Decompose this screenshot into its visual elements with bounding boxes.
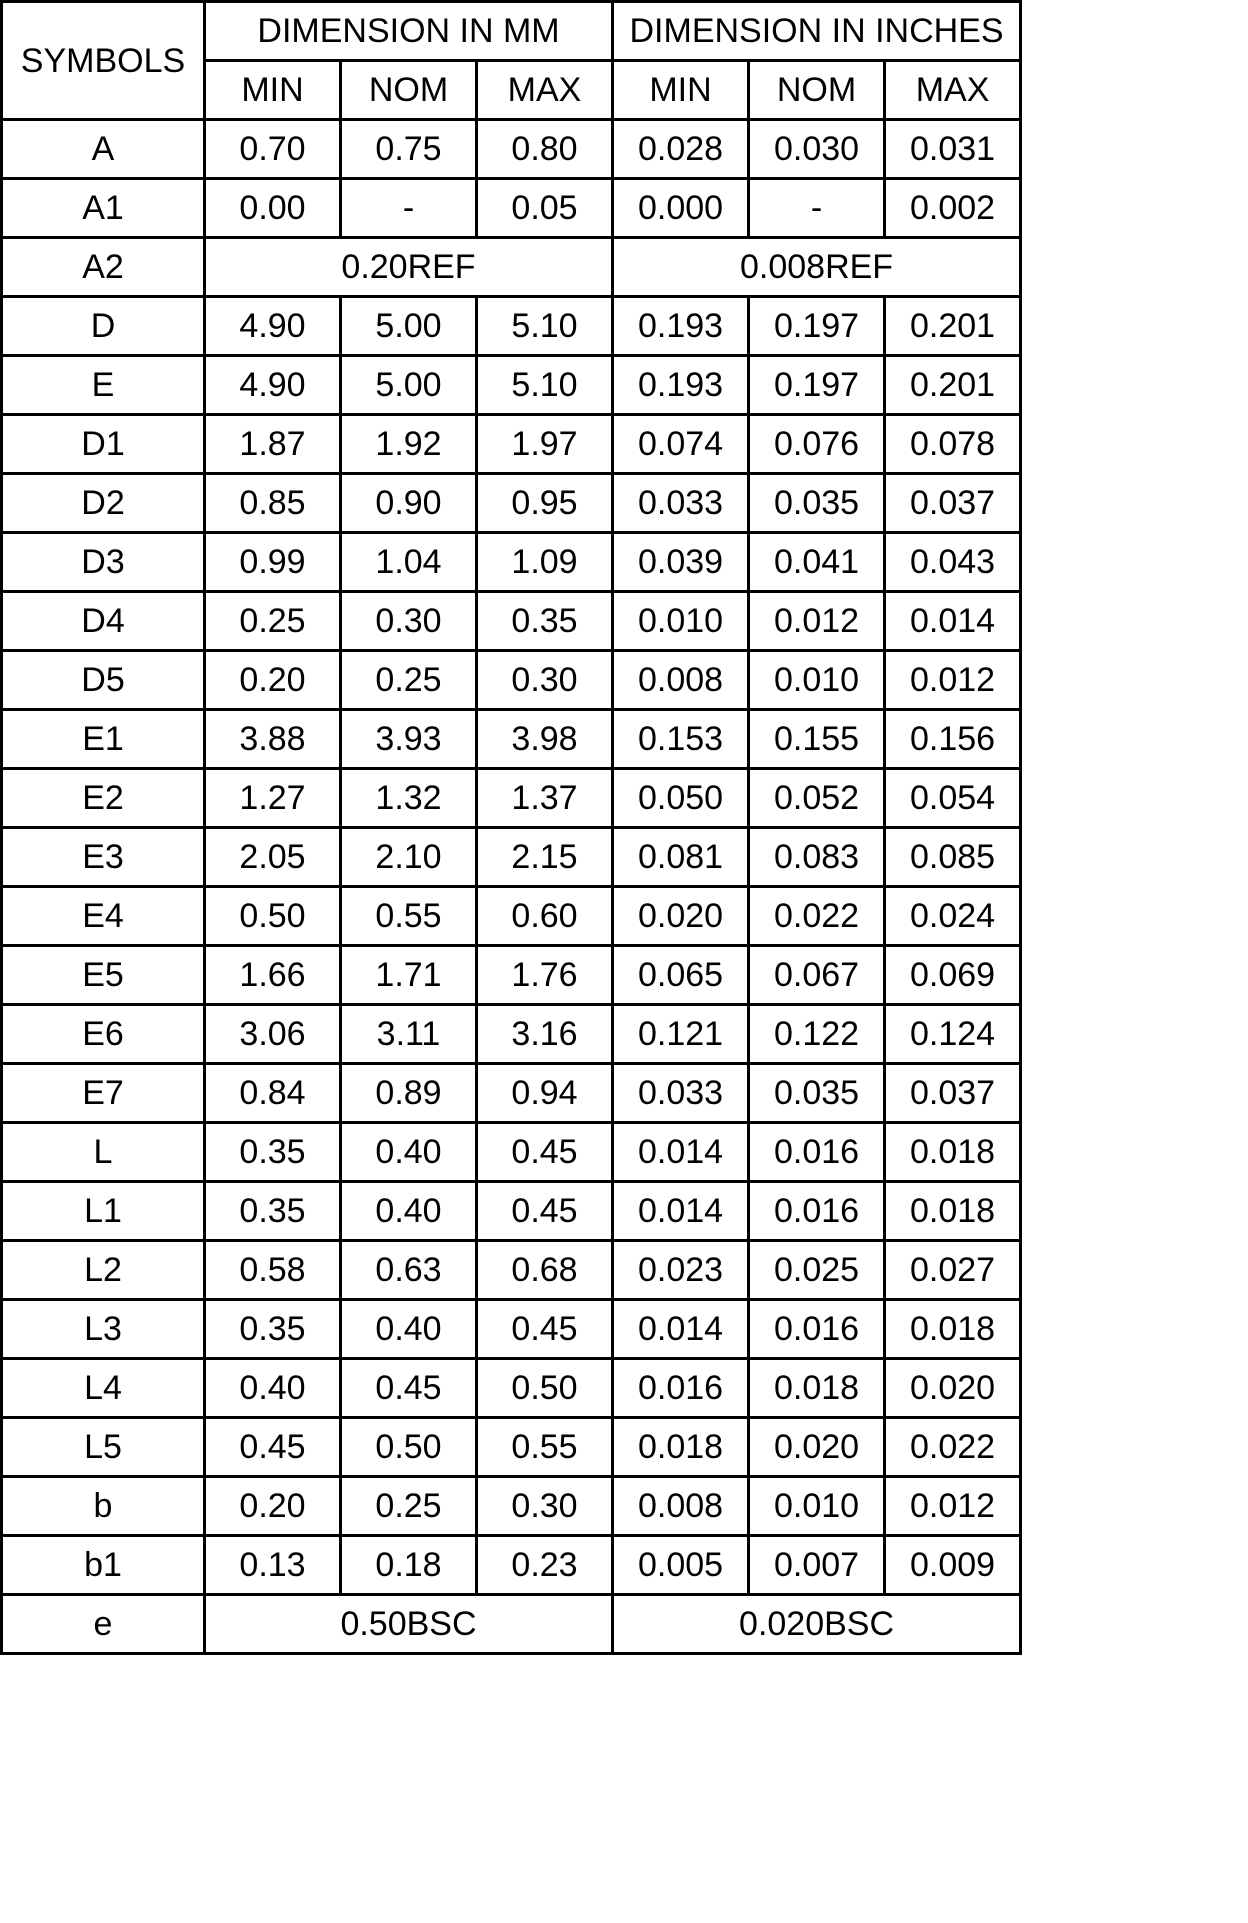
cell-inch-nom: 0.018 [749,1359,885,1418]
cell-mm-max: 0.35 [477,592,613,651]
cell-mm-max: 0.55 [477,1418,613,1477]
cell-mm-nom: 0.18 [341,1536,477,1595]
table-row [2,1359,1021,1418]
table-row [2,238,1021,297]
cell-mm-nom: - [341,179,477,238]
cell-mm-min: 4.90 [205,297,341,356]
cell-inch-min: 0.193 [613,297,749,356]
row-symbol: D1 [2,415,205,474]
row-symbol: E2 [2,769,205,828]
row-symbol: E [2,356,205,415]
cell-mm-min: 1.27 [205,769,341,828]
cell-mm-nom: 2.10 [341,828,477,887]
cell-mm-min: 0.40 [205,1359,341,1418]
cell-mm-max: 0.45 [477,1123,613,1182]
cell-inch-min: 0.020 [613,887,749,946]
cell-inch-nom: 0.067 [749,946,885,1005]
cell-mm-min: 0.85 [205,474,341,533]
cell-inch-min: 0.008 [613,1477,749,1536]
cell-inch-min: 0.000 [613,179,749,238]
cell-mm-nom: 0.90 [341,474,477,533]
cell-mm-max: 0.94 [477,1064,613,1123]
table-row [2,1300,1021,1359]
cell-inch-max: 0.027 [885,1241,1021,1300]
row-symbol: A1 [2,179,205,238]
row-symbol: E3 [2,828,205,887]
row-span-mm: 0.50BSC [205,1595,613,1654]
table-row [2,1477,1021,1536]
header-group-mm: DIMENSION IN MM [205,2,613,61]
cell-inch-min: 0.121 [613,1005,749,1064]
cell-mm-max: 0.05 [477,179,613,238]
cell-inch-nom: 0.197 [749,356,885,415]
cell-inch-min: 0.033 [613,1064,749,1123]
table-row [2,592,1021,651]
cell-mm-min: 0.35 [205,1182,341,1241]
cell-mm-max: 0.68 [477,1241,613,1300]
header-inch-max: MAX [885,61,1021,120]
row-symbol: E5 [2,946,205,1005]
table-row [2,710,1021,769]
table-row [2,415,1021,474]
cell-mm-max: 0.60 [477,887,613,946]
cell-inch-max: 0.069 [885,946,1021,1005]
table-row [2,297,1021,356]
table-row [2,1595,1021,1654]
cell-mm-max: 3.98 [477,710,613,769]
cell-inch-max: 0.156 [885,710,1021,769]
cell-inch-min: 0.014 [613,1123,749,1182]
row-symbol: b [2,1477,205,1536]
cell-mm-nom: 5.00 [341,297,477,356]
cell-mm-max: 1.09 [477,533,613,592]
cell-inch-max: 0.012 [885,1477,1021,1536]
cell-inch-nom: 0.030 [749,120,885,179]
cell-inch-max: 0.020 [885,1359,1021,1418]
cell-inch-nom: 0.035 [749,474,885,533]
cell-mm-min: 0.13 [205,1536,341,1595]
cell-mm-nom: 0.30 [341,592,477,651]
cell-mm-min: 0.99 [205,533,341,592]
cell-mm-min: 0.35 [205,1300,341,1359]
cell-inch-nom: - [749,179,885,238]
table-row [2,1418,1021,1477]
cell-mm-min: 0.84 [205,1064,341,1123]
cell-mm-max: 0.50 [477,1359,613,1418]
row-symbol: L1 [2,1182,205,1241]
row-symbol: E6 [2,1005,205,1064]
table-row [2,651,1021,710]
cell-mm-max: 5.10 [477,356,613,415]
cell-inch-max: 0.031 [885,120,1021,179]
cell-inch-nom: 0.197 [749,297,885,356]
table-row [2,356,1021,415]
row-symbol: L [2,1123,205,1182]
row-symbol: b1 [2,1536,205,1595]
row-symbol: E1 [2,710,205,769]
cell-inch-min: 0.033 [613,474,749,533]
cell-inch-max: 0.018 [885,1300,1021,1359]
cell-inch-nom: 0.052 [749,769,885,828]
cell-inch-min: 0.028 [613,120,749,179]
row-symbol: D5 [2,651,205,710]
cell-inch-max: 0.037 [885,1064,1021,1123]
cell-mm-max: 1.76 [477,946,613,1005]
cell-mm-nom: 0.63 [341,1241,477,1300]
cell-inch-min: 0.018 [613,1418,749,1477]
cell-mm-min: 3.06 [205,1005,341,1064]
cell-mm-min: 0.25 [205,592,341,651]
cell-inch-max: 0.018 [885,1182,1021,1241]
table-row [2,1005,1021,1064]
cell-inch-min: 0.050 [613,769,749,828]
cell-mm-max: 0.30 [477,651,613,710]
cell-inch-max: 0.085 [885,828,1021,887]
cell-inch-min: 0.014 [613,1182,749,1241]
cell-inch-max: 0.201 [885,356,1021,415]
cell-inch-max: 0.022 [885,1418,1021,1477]
table-row [2,120,1021,179]
cell-inch-max: 0.002 [885,179,1021,238]
cell-mm-max: 1.37 [477,769,613,828]
cell-mm-max: 1.97 [477,415,613,474]
cell-inch-nom: 0.041 [749,533,885,592]
cell-mm-max: 0.45 [477,1182,613,1241]
cell-mm-min: 0.58 [205,1241,341,1300]
cell-inch-nom: 0.012 [749,592,885,651]
cell-mm-max: 0.23 [477,1536,613,1595]
cell-inch-nom: 0.155 [749,710,885,769]
cell-mm-min: 2.05 [205,828,341,887]
table-row [2,1064,1021,1123]
cell-mm-min: 0.20 [205,1477,341,1536]
cell-inch-max: 0.043 [885,533,1021,592]
header-mm-max: MAX [477,61,613,120]
cell-inch-min: 0.193 [613,356,749,415]
table-row [2,1536,1021,1595]
cell-mm-nom: 0.45 [341,1359,477,1418]
table-row [2,179,1021,238]
cell-inch-nom: 0.010 [749,1477,885,1536]
row-symbol: E7 [2,1064,205,1123]
cell-inch-min: 0.010 [613,592,749,651]
table-row [2,828,1021,887]
cell-mm-min: 3.88 [205,710,341,769]
cell-mm-max: 5.10 [477,297,613,356]
cell-inch-max: 0.012 [885,651,1021,710]
cell-mm-nom: 1.32 [341,769,477,828]
row-symbol: L4 [2,1359,205,1418]
cell-mm-max: 2.15 [477,828,613,887]
cell-inch-max: 0.009 [885,1536,1021,1595]
cell-inch-nom: 0.035 [749,1064,885,1123]
cell-inch-nom: 0.007 [749,1536,885,1595]
cell-inch-min: 0.153 [613,710,749,769]
cell-mm-min: 0.70 [205,120,341,179]
cell-mm-nom: 1.71 [341,946,477,1005]
row-span-inch: 0.020BSC [613,1595,1021,1654]
cell-mm-nom: 0.75 [341,120,477,179]
cell-mm-nom: 0.25 [341,651,477,710]
cell-inch-nom: 0.022 [749,887,885,946]
cell-inch-nom: 0.083 [749,828,885,887]
cell-mm-max: 0.45 [477,1300,613,1359]
header-inch-nom: NOM [749,61,885,120]
header-mm-min: MIN [205,61,341,120]
row-symbol: L3 [2,1300,205,1359]
cell-inch-max: 0.018 [885,1123,1021,1182]
row-span-inch: 0.008REF [613,238,1021,297]
cell-inch-nom: 0.122 [749,1005,885,1064]
cell-mm-min: 4.90 [205,356,341,415]
table-row [2,533,1021,592]
cell-mm-min: 0.50 [205,887,341,946]
cell-inch-max: 0.201 [885,297,1021,356]
cell-mm-nom: 0.25 [341,1477,477,1536]
cell-inch-min: 0.065 [613,946,749,1005]
table-header [2,2,1021,120]
cell-inch-min: 0.016 [613,1359,749,1418]
cell-mm-min: 1.87 [205,415,341,474]
row-symbol: L5 [2,1418,205,1477]
cell-inch-min: 0.081 [613,828,749,887]
row-symbol: L2 [2,1241,205,1300]
cell-mm-nom: 0.50 [341,1418,477,1477]
cell-inch-nom: 0.076 [749,415,885,474]
cell-mm-min: 0.20 [205,651,341,710]
cell-mm-nom: 0.40 [341,1123,477,1182]
cell-mm-min: 0.35 [205,1123,341,1182]
cell-inch-max: 0.037 [885,474,1021,533]
table-body [2,120,1021,1654]
cell-inch-min: 0.023 [613,1241,749,1300]
row-symbol: D4 [2,592,205,651]
cell-mm-nom: 0.55 [341,887,477,946]
header-symbols: SYMBOLS [2,2,205,120]
cell-mm-nom: 5.00 [341,356,477,415]
cell-mm-nom: 1.04 [341,533,477,592]
cell-inch-max: 0.014 [885,592,1021,651]
cell-mm-min: 0.45 [205,1418,341,1477]
cell-inch-max: 0.124 [885,1005,1021,1064]
row-symbol: D2 [2,474,205,533]
cell-inch-nom: 0.025 [749,1241,885,1300]
header-inch-min: MIN [613,61,749,120]
cell-inch-min: 0.074 [613,415,749,474]
cell-mm-max: 0.95 [477,474,613,533]
header-mm-nom: NOM [341,61,477,120]
cell-inch-min: 0.014 [613,1300,749,1359]
cell-mm-nom: 0.40 [341,1182,477,1241]
cell-inch-min: 0.039 [613,533,749,592]
cell-mm-nom: 3.11 [341,1005,477,1064]
cell-mm-nom: 1.92 [341,415,477,474]
row-symbol: D [2,297,205,356]
table-row [2,474,1021,533]
row-symbol: A2 [2,238,205,297]
table-row [2,887,1021,946]
cell-inch-nom: 0.016 [749,1300,885,1359]
row-span-mm: 0.20REF [205,238,613,297]
table-row [2,1241,1021,1300]
header-group-inches: DIMENSION IN INCHES [613,2,1021,61]
row-symbol: A [2,120,205,179]
row-symbol: D3 [2,533,205,592]
cell-mm-max: 0.80 [477,120,613,179]
table-row [2,1182,1021,1241]
cell-mm-max: 3.16 [477,1005,613,1064]
cell-inch-nom: 0.010 [749,651,885,710]
cell-mm-min: 0.00 [205,179,341,238]
cell-mm-nom: 0.40 [341,1300,477,1359]
cell-inch-nom: 0.020 [749,1418,885,1477]
cell-inch-min: 0.005 [613,1536,749,1595]
cell-inch-max: 0.054 [885,769,1021,828]
header-row-groups [2,2,1021,61]
cell-inch-max: 0.024 [885,887,1021,946]
table-row [2,769,1021,828]
cell-mm-max: 0.30 [477,1477,613,1536]
row-symbol: E4 [2,887,205,946]
table-row [2,946,1021,1005]
row-symbol: e [2,1595,205,1654]
table-row [2,1123,1021,1182]
cell-inch-min: 0.008 [613,651,749,710]
cell-mm-nom: 3.93 [341,710,477,769]
cell-mm-min: 1.66 [205,946,341,1005]
cell-mm-nom: 0.89 [341,1064,477,1123]
cell-inch-max: 0.078 [885,415,1021,474]
cell-inch-nom: 0.016 [749,1182,885,1241]
cell-inch-nom: 0.016 [749,1123,885,1182]
